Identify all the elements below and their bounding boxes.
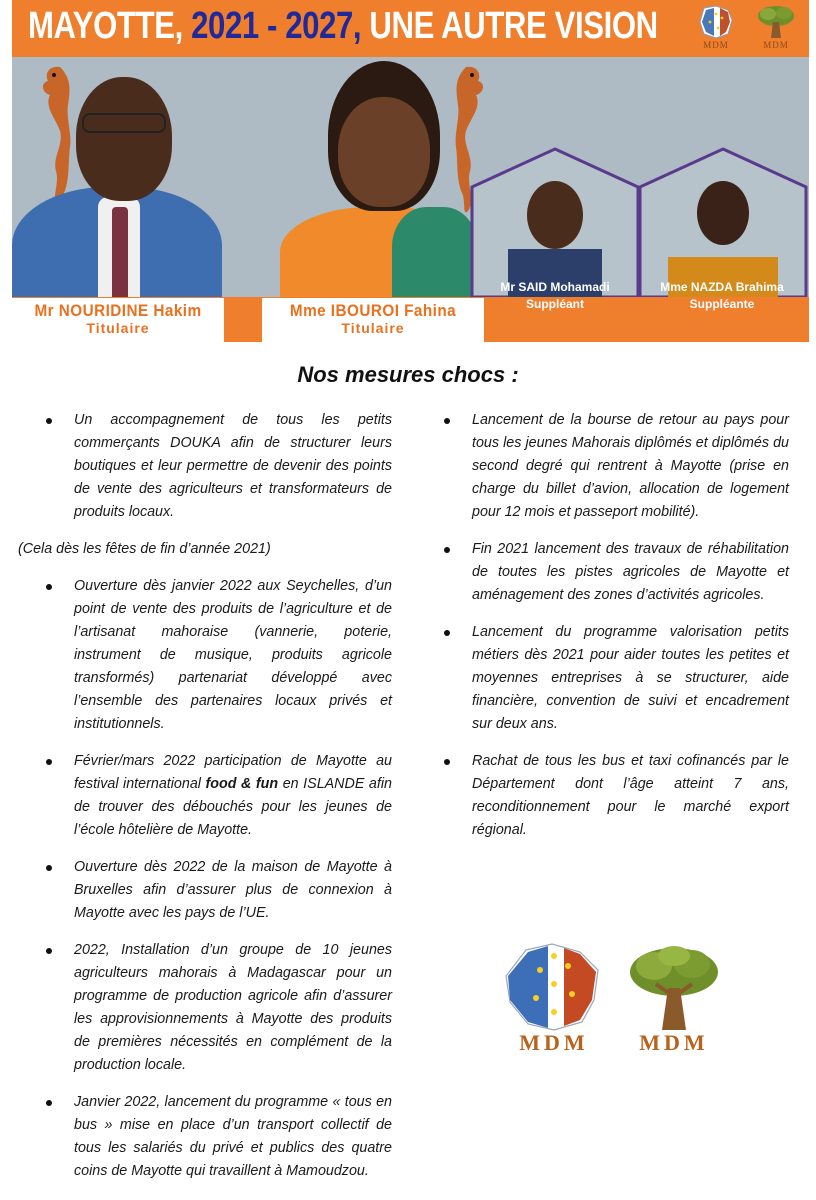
france-map-icon xyxy=(498,940,610,1032)
bullet-icon xyxy=(444,547,450,553)
list-item: 2022, Installation d’un groupe de 10 jeunes agriculteurs mahorais à Madagascar pour un programme de production agricole afin d’assurer les approvisionnements à Mayotte des produits de premières nécessités en complément de la production locale. xyxy=(12,939,392,1077)
list-item: Rachat de tous les bus et taxi cofinancés par le Département dont l’âge atteint 7 ans, reconditionnement pour le marché export régional. xyxy=(410,750,789,842)
candidates-photo xyxy=(12,57,809,297)
list-item: Fin 2021 lancement des travaux de réhabilitation de toutes les pistes agricoles de Mayotte et aménagement des zones d’activités agricoles. xyxy=(410,538,789,607)
bullet-icon xyxy=(46,1100,52,1106)
hexagon-frame xyxy=(470,147,640,297)
candidate-label-nouridine: Mr NOURIDINE Hakim Titulaire xyxy=(12,298,224,342)
bullet-icon xyxy=(444,630,450,636)
candidate-label-ibouroi: Mme IBOUROI Fahina Titulaire xyxy=(262,298,484,342)
list-item: Ouverture dès 2022 de la maison de Mayotte à Bruxelles afin d’assurer plus de connexion à Mayotte avec les pays de l’UE. xyxy=(12,856,392,925)
list-item: Lancement de la bourse de retour au pays pour tous les jeunes Mahorais diplômés et diplômés du second degré qui rentrent à Mayotte (prise en charge du billet d’avion, allocation de logement pour 12 mois et passeport mobilité). xyxy=(410,409,789,524)
left-column xyxy=(12,409,392,1183)
title-bar xyxy=(12,0,809,54)
bullet-icon xyxy=(46,759,52,765)
bullet-icon xyxy=(46,948,52,954)
mdm-map-logo: MDM xyxy=(498,940,610,1056)
bullet-icon xyxy=(444,759,450,765)
mdm-tree-logo-small: MDM xyxy=(754,4,798,50)
list-item: Un accompagnement de tous les petits commerçants DOUKA afin de structurer leurs boutiques et leur permettre de devenir des points de vente des agriculteurs et transformateurs de produits locaux. xyxy=(12,409,392,524)
header-banner xyxy=(12,0,809,342)
tree-icon xyxy=(626,944,722,1032)
right-column xyxy=(410,409,789,842)
list-item: Ouverture dès janvier 2022 aux Seychelles, d’un point de vente des produits de l’agriculture et de l’artisanat mahoraise (vannerie, poterie, instrument de musique, produits agricole transformés) partenariat développé avec l’ensemble des partenaires locaux privés et institutionnels. xyxy=(12,575,392,736)
france-map-icon xyxy=(694,4,738,40)
list-item: Février/mars 2022 participation de Mayotte au festival international food & fun en ISLANDE afin de trouver des débouchés pour les jeunes de l’école hôtelière de Mayotte. xyxy=(12,750,392,842)
hexagon-frame xyxy=(638,147,808,297)
candidate-label-nazda: Mme NAZDA Brahima Suppléante xyxy=(660,280,784,311)
mdm-map-logo-small: MDM xyxy=(694,4,738,50)
mdm-tree-logo: MDM xyxy=(626,944,722,1056)
bullet-icon xyxy=(46,584,52,590)
tree-icon xyxy=(754,4,798,40)
list-item: Lancement du programme valorisation petits métiers dès 2021 pour aider toutes les petites et moyennes entreprises à se structurer, aide financière, convention de suivi et encadrement sur deux ans. xyxy=(410,621,789,736)
candidate-label-said: Mr SAID Mohamadi Suppléant xyxy=(500,280,610,311)
page-title: MAYOTTE, 2021 - 2027, UNE AUTRE VISION xyxy=(28,5,658,47)
bullet-icon xyxy=(46,418,52,424)
section-title: Nos mesures chocs : xyxy=(297,362,519,387)
note-text: (Cela dès les fêtes de fin d’année 2021) xyxy=(18,541,271,557)
bullet-icon xyxy=(444,418,450,424)
list-item: Janvier 2022, lancement du programme « tous en bus » mise en place d’un transport collectif de tous les salariés du privé et publics des quatre coins de Mayotte qui travaillent à Mamoudzou. xyxy=(12,1091,392,1183)
bullet-icon xyxy=(46,865,52,871)
